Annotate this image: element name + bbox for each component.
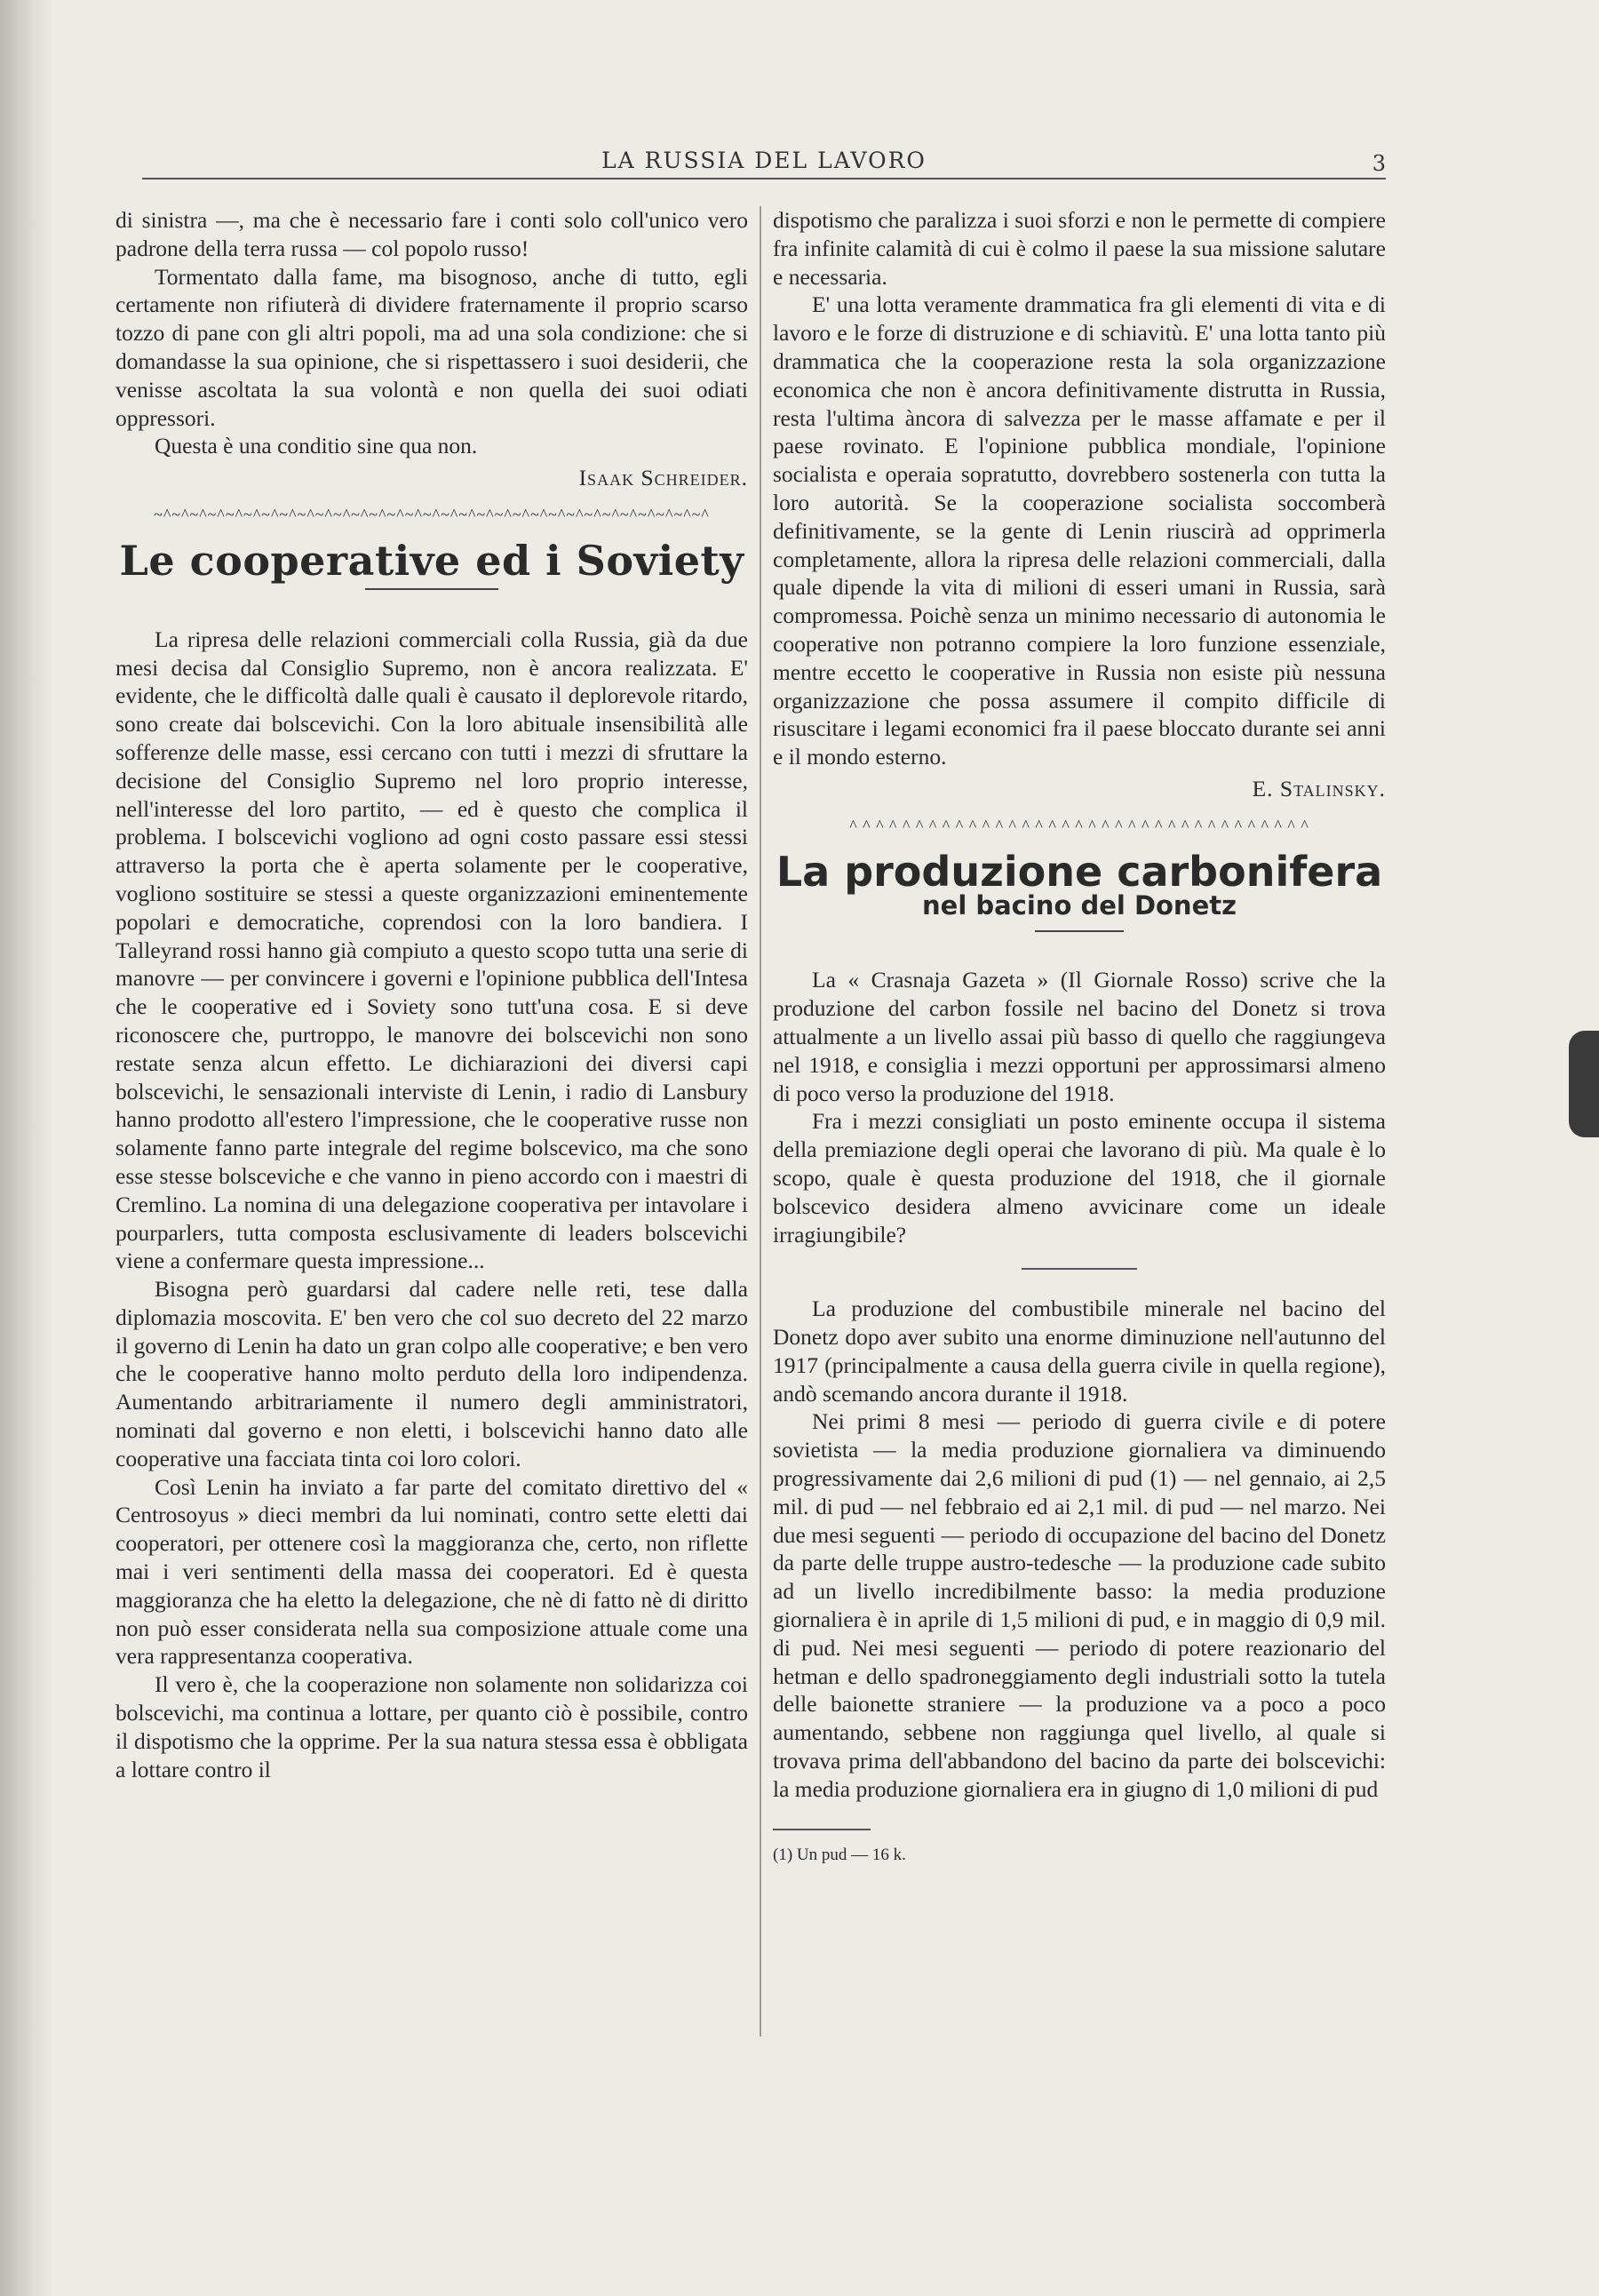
paragraph: La « Crasnaja Gazeta » (Il Giornale Rosso) scrive che la produzione del carbon fossile nel bacino del Donetz si trova attualmente a un livello assai più basso di quello che raggiungeva nel 1918, e consiglia i mezzi opportuni per approssimarsi almeno di poco verso la produzione del 1918.: [773, 967, 1386, 1106]
title-rule: [1035, 930, 1124, 932]
paragraph: Questa è una conditio sine qua non.: [155, 433, 478, 459]
paragraph: Nei primi 8 mesi — periodo di guerra civile e di potere sovietista — la media produzione giornaliera va diminuendo progressivamente dai 2,6 milioni di pud (1) — nel gennaio, ai 2,5 mil. di pud — nel febbraio ed ai 2,1 mil. di pud — nel marzo. Nei due mesi seguenti — periodo di occupazione del bacino del Donetz da parte delle truppe austro-tedesche — la produzione cade subito ad un livello incredibilmente basso: la media produzione giornaliera è in aprile di 1,5 milioni di pud, e in maggio di 0,9 mil. di pud. Nei mesi seguenti — periodo di potere reazionario del hetman e dello spadroneggiamento degli industriali sotto la tutela delle baionette straniere — la produzione va a poco a poco aumentando, sebbene non raggiunga quel livello, al quale si trovava prima dell'abbandono del bacino da parte dei bolscevichi: la media produzione giornaliera era in giugno di 1,0 milioni di pud: [773, 1408, 1386, 1802]
paragraph: La ripresa delle relazioni commerciali colla Russia, già da due mesi decisa dal Consiglio Supremo, non è ancora realizzata. E' evidente, che le difficoltà dalle quali è causato il deplorevole ritardo, sono create dai bolscevichi. Con la loro abituale insensibilità alle sofferenze delle masse, essi cercano con tutti i mezzi di sfruttare la decisione del Consiglio Supremo nel loro proprio interesse, nell'interesse del loro partito, — ed è questo che complica il problema. I bolscevichi vogliono ad ogni costo passare essi stessi attraverso la porta che è aperta solamente per le cooperative, vogliono sostituire se stessi a queste organizzazioni eminentemente popolari e democratiche, coprendosi con la loro bandiera. I Talleyrand rossi hanno già compiuto a questo scopo tutta una serie di manovre — per convincere i governi e l'opinione pubblica dell'Intesa che le cooperative ed i Soviety sono tutt'una cosa. E si deve riconoscere che, purtroppo, le manovre dei bolscevichi non sono restate senza alcun effetto. Le dichiarazioni dei diversi capi bolscevichi, le sensazionali interviste di Lenin, i radio di Lansbury hanno prodotto all'estero l'impressione, che le cooperative russe non solamente fanno parte integrale del regime bolscevico, ma che sono esse stesse bolsceviche e che vanno in pieno accordo con i maestri di Cremlino. La nomina di una delegazione cooperativa per intavolare i pourparlers, tutta composta esclusivamente di leaders bolscevichi viene a confermare questa impressione...: [115, 626, 748, 1274]
article-subtitle: nel bacino del Donetz: [922, 889, 1237, 921]
page-header: [142, 142, 1386, 179]
paragraph: Così Lenin ha inviato a far parte del comitato direttivo del « Centrosoyus » dieci membri da lui nominati, contro sette eletti dai cooperatori, per ottenere così la maggioranza che, certo, non riflette mai i veri sentimenti della massa dei cooperatori. Ed è questa maggioranza che ha eletto la delegazione, che nè di fatto nè di diritto non può esser considerata nella sua composizione attuale come una vera rappresentanza cooperativa.: [115, 1473, 748, 1670]
page-number: 3: [1372, 151, 1386, 176]
paragraph: Tormentato dalla fame, ma bisognoso, anche di tutto, egli certamente non rifiuterà di dividere fraternamente il proprio scarso tozzo di pane con gli altri popoli, ma ad una sola condizione: che si domandasse la sua opinione, che si rispettassero i suoi desiderii, che venisse ascoltata la sua volontà e non quella dei suoi odiati oppressori.: [115, 263, 748, 431]
wavy-divider: ^ ^ ^ ^ ^ ^ ^ ^ ^ ^ ^ ^ ^ ^ ^ ^ ^ ^ ^ ^ ^ ^ ^ ^ ^ ^ ^ ^ ^ ^ ^ ^ ^ ^ ^: [849, 818, 1309, 832]
footnote-rule: [773, 1829, 871, 1830]
article-title: La produzione carbonifera: [776, 847, 1383, 896]
footnote: (1) Un pud — 16 k.: [773, 1845, 906, 1864]
paragraph: di sinistra —, ma che è necessario fare i conti solo coll'unico vero padrone della terra russa — col popolo russo!: [115, 207, 748, 261]
author-signature: Isaak Schreider.: [578, 465, 748, 491]
paragraph: dispotismo che paralizza i suoi sforzi e non le permette di compiere fra infinite calamità di cui è colmo il paese la sua missione salutare e necessaria.: [773, 207, 1386, 290]
section-rule: [1022, 1268, 1137, 1270]
right-column: [773, 206, 1386, 1866]
left-column: [115, 206, 748, 1783]
paragraph: La produzione del combustibile minerale nel bacino del Donetz dopo aver subito una enorme diminuzione nell'autunno del 1917 (principalmente a causa della guerra civile in quella regione), andò scemando ancora durante il 1918.: [773, 1295, 1386, 1407]
binding-clip: [1569, 1031, 1599, 1137]
publication-title: LA RUSSIA DEL LAVORO: [601, 147, 927, 173]
title-rule: [365, 588, 498, 590]
paragraph: Fra i mezzi consigliati un posto eminente occupa il sistema della premiazione degli operai che lavorano di più. Ma quale è lo scopo, quale è questa produzione del 1918, che il giornale bolscevico desidera almeno avvicinare come un ideale irragiungibile?: [773, 1108, 1386, 1248]
paragraph: E' una lotta veramente drammatica fra gli elementi di vita e di lavoro e le forze di distruzione e di schiavitù. E' una lotta tanto più drammatica che la cooperazione resta la sola organizzazione economica che non è ancora definitivamente distrutta in Russia, resta l'ultima àncora di salvezza per le masse affamate e per il paese rovinato. E l'opinione pubblica mondiale, l'opinione socialista e operaia sopratutto, dovrebbero sostenerla con tutta la loro autorità. Se la cooperazione socialista soccomberà definitivamente, se la gente di Lenin riuscirà ad opprimerla completamente, allora la ripresa delle relazioni commerciali, dalla quale dipende la vita di milioni di esseri umani in Russia, sarà compromessa. Poichè senza un minimo necessario di autonomia le cooperative non potranno compiere la loro funzione essenziale, mentre eccetto le cooperative in Russia non esiste più nessuna organizzazione che possa assumere il compito difficile di risuscitare i legami economici fra il paese bloccato durante sei anni e il mondo esterno.: [773, 291, 1386, 770]
paragraph: Bisogna però guardarsi dal cadere nelle reti, tese dalla diplomazia moscovita. E' ben vero che col suo decreto del 22 marzo il governo di Lenin ha dato un gran colpo alle cooperative; e ben vero che le cooperative hanno molto perduto della loro indipendenza. Aumentando arbitrariamente il numero degli amministratori, nominati dal governo e non eletti, i bolscevichi hanno dato alle cooperative una facciata tinta coi loro colori.: [115, 1276, 748, 1471]
column-divider: [760, 206, 761, 2037]
paragraph: Il vero è, che la cooperazione non solamente non solidarizza coi bolscevichi, ma continua a lottare, per quanto ciò è possibile, contro il dispotismo che la opprime. Per la sua natura stessa essa è obbligata a lottare contro il: [115, 1671, 748, 1782]
wavy-divider: ~^~^~^~^~^~^~^~^~^~^~^~^~^~^~^~^~^~^~^~^~^~^~^~^~^~^~^~^~^~^~^: [154, 507, 710, 521]
author-signature: E. Stalinsky.: [1252, 775, 1386, 801]
article-title: Le cooperative ed i Soviety: [119, 536, 744, 585]
page-edge-shadow: [0, 0, 53, 2296]
